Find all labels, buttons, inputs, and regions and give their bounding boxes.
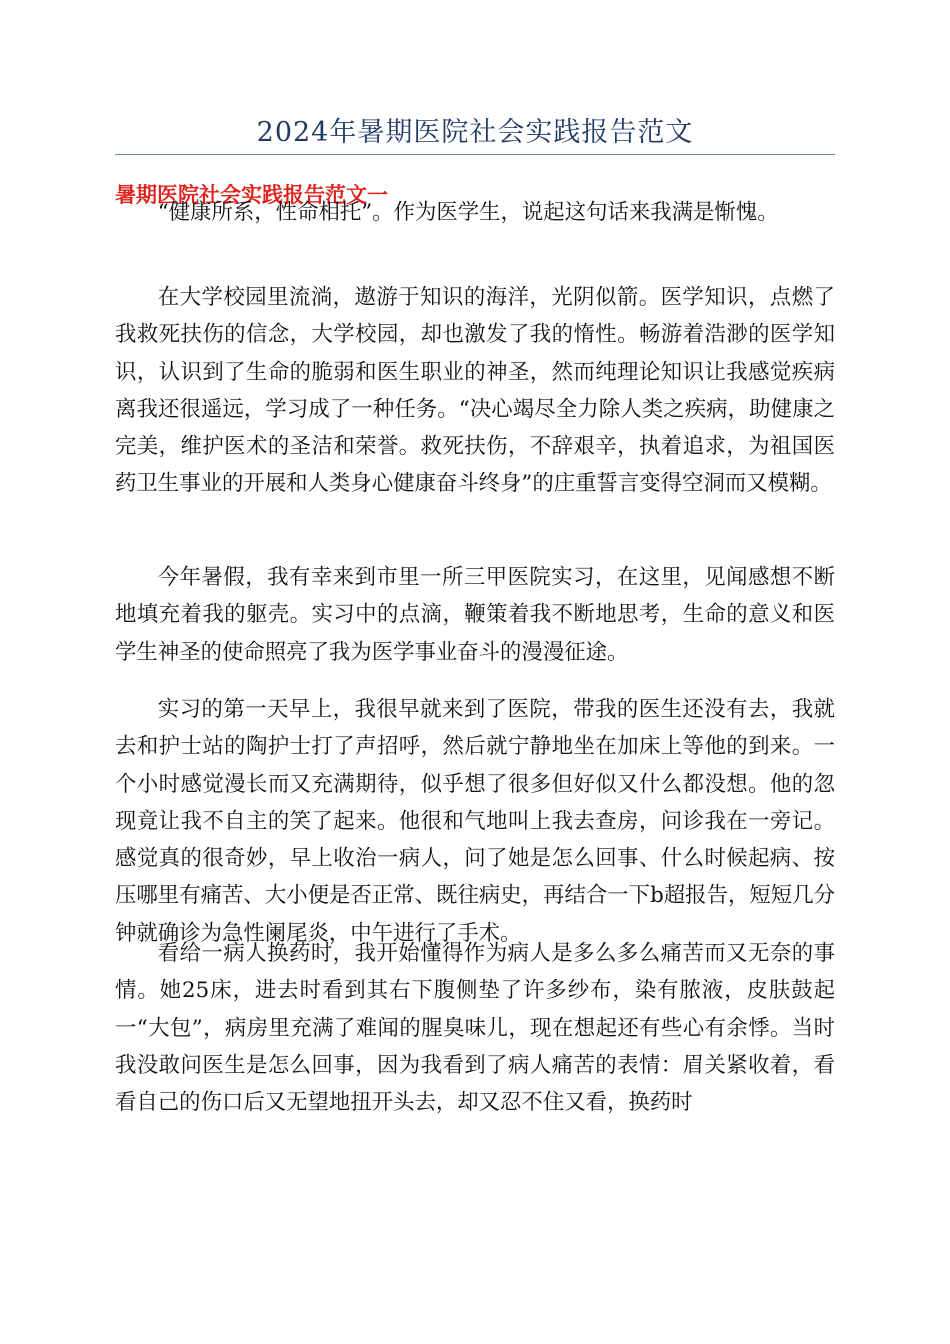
paragraph-4: 实习的第一天早上，我很早就来到了医院，带我的医生还没有去，我就去和护士站的陶护士打了声招呼，然后就宁静地坐在加床上等他的到来。一个小时感觉漫长而又充满期待，似乎想了很多但好似又什么都没想。他的忽现竟让我不自主的笑了起来。他很和气地叫上我去查房，问诊我在一旁记。感觉真的很奇妙，早上收治一病人，问了她是怎么回事、什么时候起病、按压哪里有痛苦、大小便是否正常、既往病史，再结合一下b超报告，短短几分钟就确诊为急性阑尾炎，中午进行了手术。 [115, 697, 835, 946]
document-title: 2024年暑期医院社会实践报告范文 [256, 117, 694, 148]
paragraph-1: “健康所系，性命相托”。作为医学生，说起这句话来我满是惭愧。 [157, 200, 779, 225]
title-underline [115, 154, 835, 155]
section-heading: 暑期医院社会实践报告范文一 [115, 183, 388, 207]
paragraph-3: 今年暑假，我有幸来到市里一所三甲医院实习，在这里，见闻感想不断地填充着我的躯壳。实习中的点滴，鞭策着我不断地思考，生命的意义和医学生神圣的使命照亮了我为医学事业奋斗的漫漫征途。 [115, 565, 835, 665]
paragraph-2: 在大学校园里流淌，遨游于知识的海洋，光阴似箭。医学知识，点燃了我救死扶伤的信念，大学校园，却也激发了我的惰性。畅游着浩渺的医学知识，认识到了生命的脆弱和医生职业的神圣，然而纯理论知识让我感觉疾病离我还很遥远，学习成了一种任务。“决心竭尽全力除人类之疾病，助健康之完美，维护医术的圣洁和荣誉。救死扶伤，不辞艰辛，执着追求，为祖国医药卫生事业的开展和人类身心健康奋斗终身”的庄重誓言变得空洞而又模糊。 [115, 285, 835, 497]
paragraph-5: 看给一病人换药时，我开始懂得作为病人是多么多么痛苦而又无奈的事情。她25床，进去时看到其右下腹侧垫了许多纱布，染有脓液，皮肤鼓起一“大包”，病房里充满了难闻的腥臭味儿，现在想起还有些心有余悸。当时我没敢问医生是怎么回事，因为我看到了病人痛苦的表情：眉关紧收着，看看自己的伤口后又无望地扭开头去，却又忍不住又看，换药时 [115, 941, 835, 1116]
